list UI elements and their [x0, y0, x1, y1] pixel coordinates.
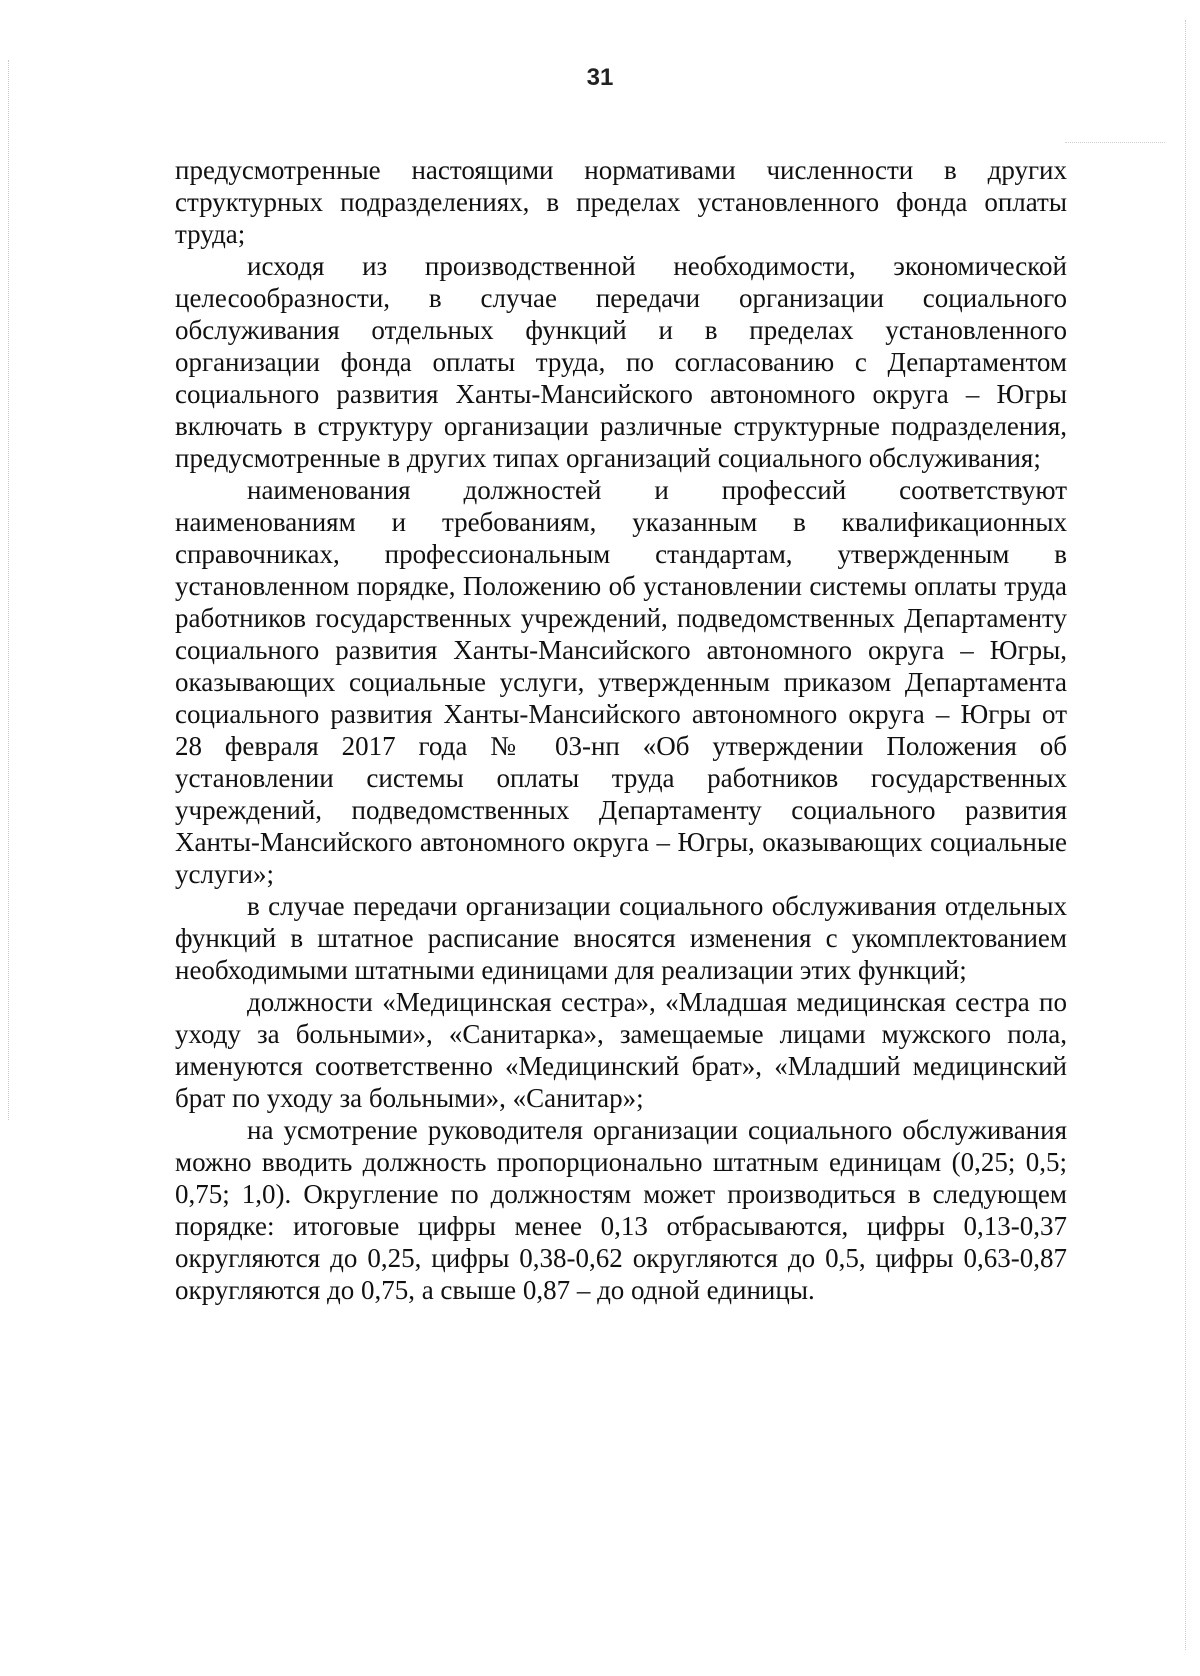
paragraph-continuation: предусмотренные настоящими нормативами численности в других структурных подразделениях, в пределах установленного фонда оплаты труда;: [175, 155, 1067, 249]
paragraph-function-transfer: в случае передачи организации социального обслуживания отдельных функций в штатное расписание вносятся изменения с укомплектованием необходимыми штатными единицами для реализации этих функций;: [175, 891, 1067, 985]
scan-mark: [1065, 142, 1165, 144]
scan-edge-left: [8, 60, 11, 1120]
paragraph-male-positions: должности «Медицинская сестра», «Младшая медицинская сестра по уходу за больными», «Санитарка», замещаемые лицами мужского пола, именуются соответственно «Медицинский брат», «Младший медицинский брат по уходу за больными», «Санитар»;: [175, 987, 1067, 1113]
paragraph-rounding-rules: на усмотрение руководителя организации социального обслуживания можно вводить должность пропорционально штатным единицам (0,25; 0,5; 0,75; 1,0). Округление по должностям может производиться в следующем порядке: итоговые цифры менее 0,13 отбрасываются, цифры 0,13-0,37 округляются до 0,25, цифры 0,38-0,62 округляются до 0,5, цифры 0,63-0,87 округляются до 0,75, а свыше 0,87 – до одной единицы.: [175, 1115, 1067, 1305]
page-number: 31: [586, 64, 614, 91]
document-body: [175, 154, 1067, 1306]
paragraph-structure-inclusion: исходя из производственной необходимости, экономической целесообразности, в случае передачи организации социального обслуживания отдельных функций и в пределах установленного организации фонда оплаты труда, по согласованию с Департаментом социального развития Ханты-Мансийского автономного округа – Югры включать в структуру организации различные структурные подразделения, предусмотренные в других типах организаций социального обслуживания;: [175, 251, 1067, 473]
paragraph-position-names: наименования должностей и профессий соответствуют наименованиям и требованиям, указанным в квалификационных справочниках, профессиональным стандартам, утвержденным в установленном порядке, Положению об установлении системы оплаты труда работников государственных учреждений, подведомственных Департаменту социального развития Ханты-Мансийского автономного округа – Югры, оказывающих социальные услуги, утвержденным приказом Департамента социального развития Ханты-Мансийского автономного округа – Югры от 28 февраля 2017 года № 03-нп «Об утверждении Положения об установлении системы оплаты труда работников государственных учреждений, подведомственных Департаменту социального развития Ханты-Мансийского автономного округа – Югры, оказывающих социальные услуги»;: [175, 475, 1067, 889]
scan-edge-right: [1185, 20, 1188, 1650]
